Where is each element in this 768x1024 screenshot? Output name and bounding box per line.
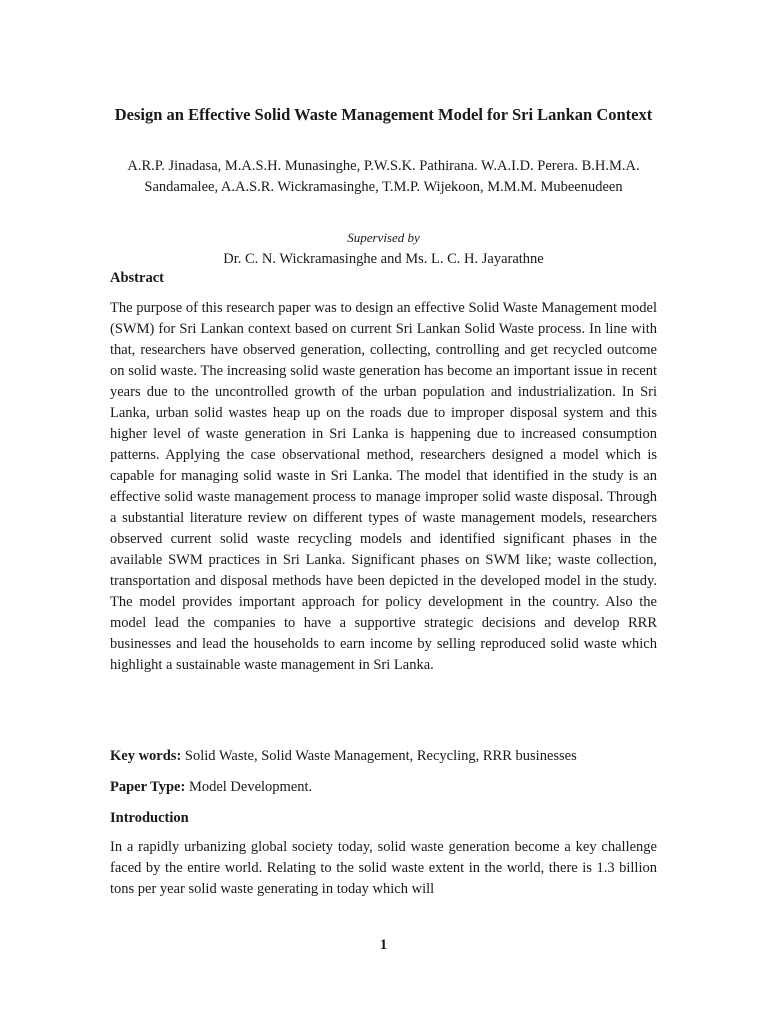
author-list: A.R.P. Jinadasa, M.A.S.H. Munasinghe, P.W.S.K. Pathirana. W.A.I.D. Perera. B.H.M.A. Sandamalee, A.A.S.R. Wickramasinghe, T.M.P. Wijekoon, M.M.M. Mubeenudeen	[127, 158, 640, 195]
abstract-heading: Abstract	[110, 270, 164, 286]
introduction-heading: Introduction	[110, 810, 189, 826]
paper-type-value: Model Development.	[188, 779, 313, 795]
paper-page	[110, 0, 657, 1024]
abstract-text: The purpose of this research paper was to design an effective Solid Waste Management model (SWM) for Sri Lankan context based on current Sri Lankan Solid Waste process. In line with that, researchers have observed generation, collecting, controlling and get recycled outcome on solid waste. The increasing solid waste generation has become an important issue in recent years due to the uncontrolled growth of the urban population and industrialization. In Sri Lanka, urban solid wastes heap up on the roads due to improper disposal system and this higher level of waste generation in Sri Lanka is happening due to increased consumption patterns. Applying the case observational method, researchers designed a model which is capable for managing solid waste in Sri Lanka. The model that identified in the study is an effective solid waste management process to manage improper solid waste disposal. Through a substantial literature review on different types of waste management models, researchers observed current solid waste recycling models and identified significant phases in the available SWM practices in Sri Lanka. Significant phases on SWM like; waste collection, transportation and disposal methods have been depicted in the developed model in the study. The model provides important approach for policy development in the country. Also the model lead the companies to have a supportive strategic decisions and develop RRR businesses and lead the households to earn income by selling reproduced solid waste which highlight a sustainable waste management in Sri Lanka.	[110, 300, 657, 673]
introduction-text: In a rapidly urbanizing global society today, solid waste generation become a key challenge faced by the entire world. Relating to the solid waste extent in the world, there is 1.3 billion tons per year solid waste generating in today which will	[110, 839, 657, 897]
keywords-value: Solid Waste, Solid Waste Management, Recycling, RRR businesses	[184, 748, 577, 764]
keywords-label: Key words:	[110, 748, 182, 764]
paper-type-line	[110, 777, 657, 797]
page-number: 1	[379, 937, 388, 953]
paper-type-label: Paper Type:	[110, 779, 186, 795]
supervisor-list: Dr. C. N. Wickramasinghe and Ms. L. C. H. Jayarathne	[223, 251, 544, 267]
paper-title: Design an Effective Solid Waste Management Model for Sri Lankan Context	[114, 105, 653, 124]
supervised-by-label: Supervised by	[347, 230, 420, 245]
keywords-line	[110, 746, 657, 766]
